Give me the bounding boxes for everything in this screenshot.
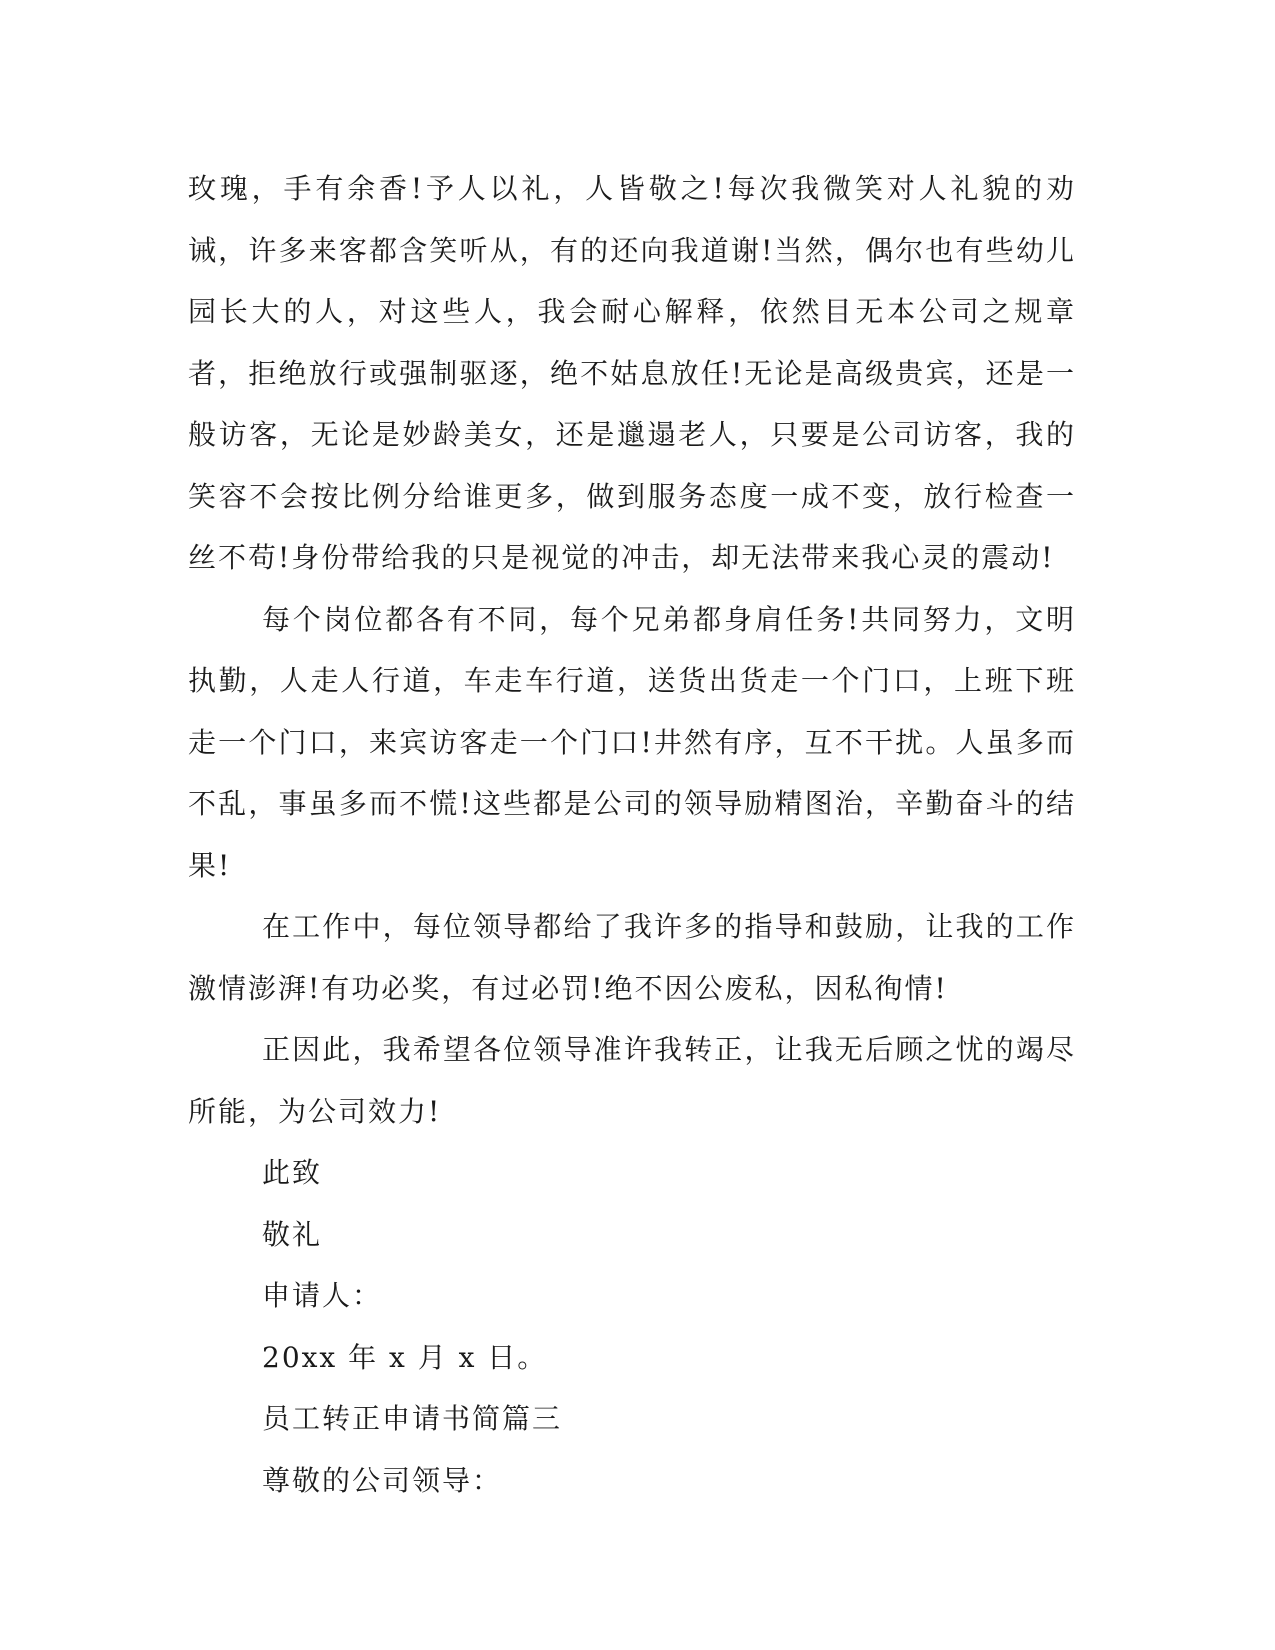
paragraph-request: 正因此，我希望各位领导准许我转正，让我无后顾之忧的竭尽所能，为公司效力! — [188, 1033, 1076, 1128]
paragraph-duties: 每个岗位都各有不同，每个兄弟都身肩任务!共同努力，文明执勤，人走人行道，车走车行道，送货出货走一个门口，上班下班走一个门口，来宾访客走一个门口!井然有序，互不干扰。人虽多而不乱，事虽多而不慌!这些都是公司的领导励精图治，辛勤奋斗的结果! — [188, 602, 1076, 882]
paragraph-guidance: 在工作中，每位领导都给了我许多的指导和鼓励，让我的工作激情澎湃!有功必奖，有过必罚!绝不因公废私，因私徇情! — [188, 910, 1076, 1005]
applicant-label: 申请人： — [262, 1279, 383, 1312]
greeting-line: 尊敬的公司领导： — [262, 1463, 503, 1497]
salutation-cizhi: 此致 — [262, 1156, 323, 1189]
document-body — [188, 158, 1076, 1511]
paragraph-continuation: 玫瑰，手有余香!予人以礼，人皆敬之!每次我微笑对人礼貌的劝诫，许多来客都含笑听从，有的还向我道谢!当然，偶尔也有些幼儿园长大的人，对这些人，我会耐心解释，依然目无本公司之规章者，拒绝放行或强制驱逐，绝不姑息放任!无论是高级贵宾，还是一般访客，无论是妙龄美女，还是邋遢老人，只要是公司访客，我的笑容不会按比例分给谁更多，做到服务态度一成不变，放行检查一丝不苟!身份带给我的只是视觉的冲击，却无法带来我心灵的震动! — [188, 172, 1076, 574]
date-line: 20xx 年 x 月 x 日。 — [262, 1340, 548, 1374]
section-title: 员工转正申请书简篇三 — [262, 1402, 563, 1435]
salutation-jingli: 敬礼 — [262, 1217, 323, 1251]
